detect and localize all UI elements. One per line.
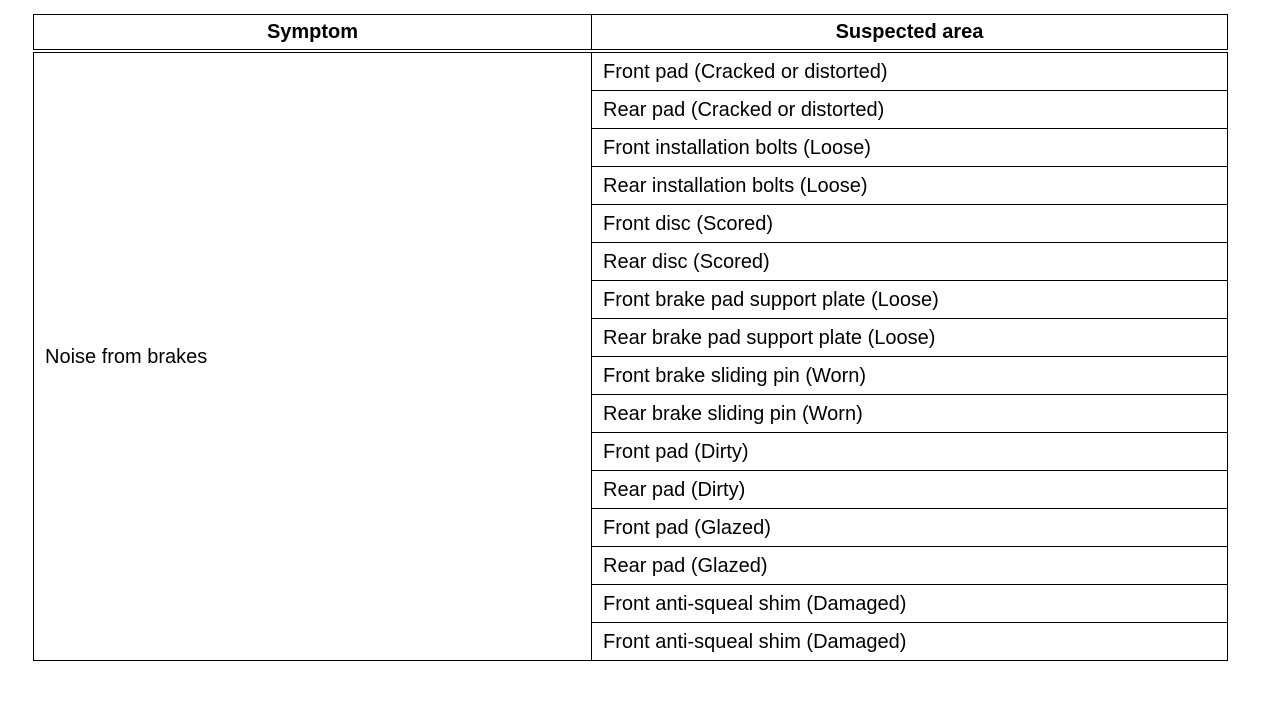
symptom-cell: Noise from brakes [34, 51, 592, 661]
suspected-area-cell: Rear disc (Scored) [592, 243, 1228, 281]
suspected-area-cell: Front anti-squeal shim (Damaged) [592, 585, 1228, 623]
suspected-area-cell: Front brake pad support plate (Loose) [592, 281, 1228, 319]
suspected-area-cell: Rear brake sliding pin (Worn) [592, 395, 1228, 433]
suspected-area-cell: Rear pad (Cracked or distorted) [592, 91, 1228, 129]
suspected-area-cell: Front brake sliding pin (Worn) [592, 357, 1228, 395]
header-symptom: Symptom [34, 15, 592, 52]
suspected-area-cell: Front installation bolts (Loose) [592, 129, 1228, 167]
suspected-area-cell: Rear pad (Glazed) [592, 547, 1228, 585]
suspected-area-cell: Rear pad (Dirty) [592, 471, 1228, 509]
suspected-area-cell: Front pad (Glazed) [592, 509, 1228, 547]
suspected-area-cell: Front pad (Dirty) [592, 433, 1228, 471]
symptom-table [33, 14, 1228, 661]
table-container [33, 14, 1227, 661]
suspected-area-cell: Front anti-squeal shim (Damaged) [592, 623, 1228, 661]
header-suspected-area: Suspected area [592, 15, 1228, 52]
table-header-row [34, 15, 1228, 52]
table-row [34, 51, 1228, 91]
suspected-area-cell: Rear brake pad support plate (Loose) [592, 319, 1228, 357]
suspected-area-cell: Rear installation bolts (Loose) [592, 167, 1228, 205]
suspected-area-cell: Front pad (Cracked or distorted) [592, 51, 1228, 91]
table-body [34, 51, 1228, 661]
suspected-area-cell: Front disc (Scored) [592, 205, 1228, 243]
